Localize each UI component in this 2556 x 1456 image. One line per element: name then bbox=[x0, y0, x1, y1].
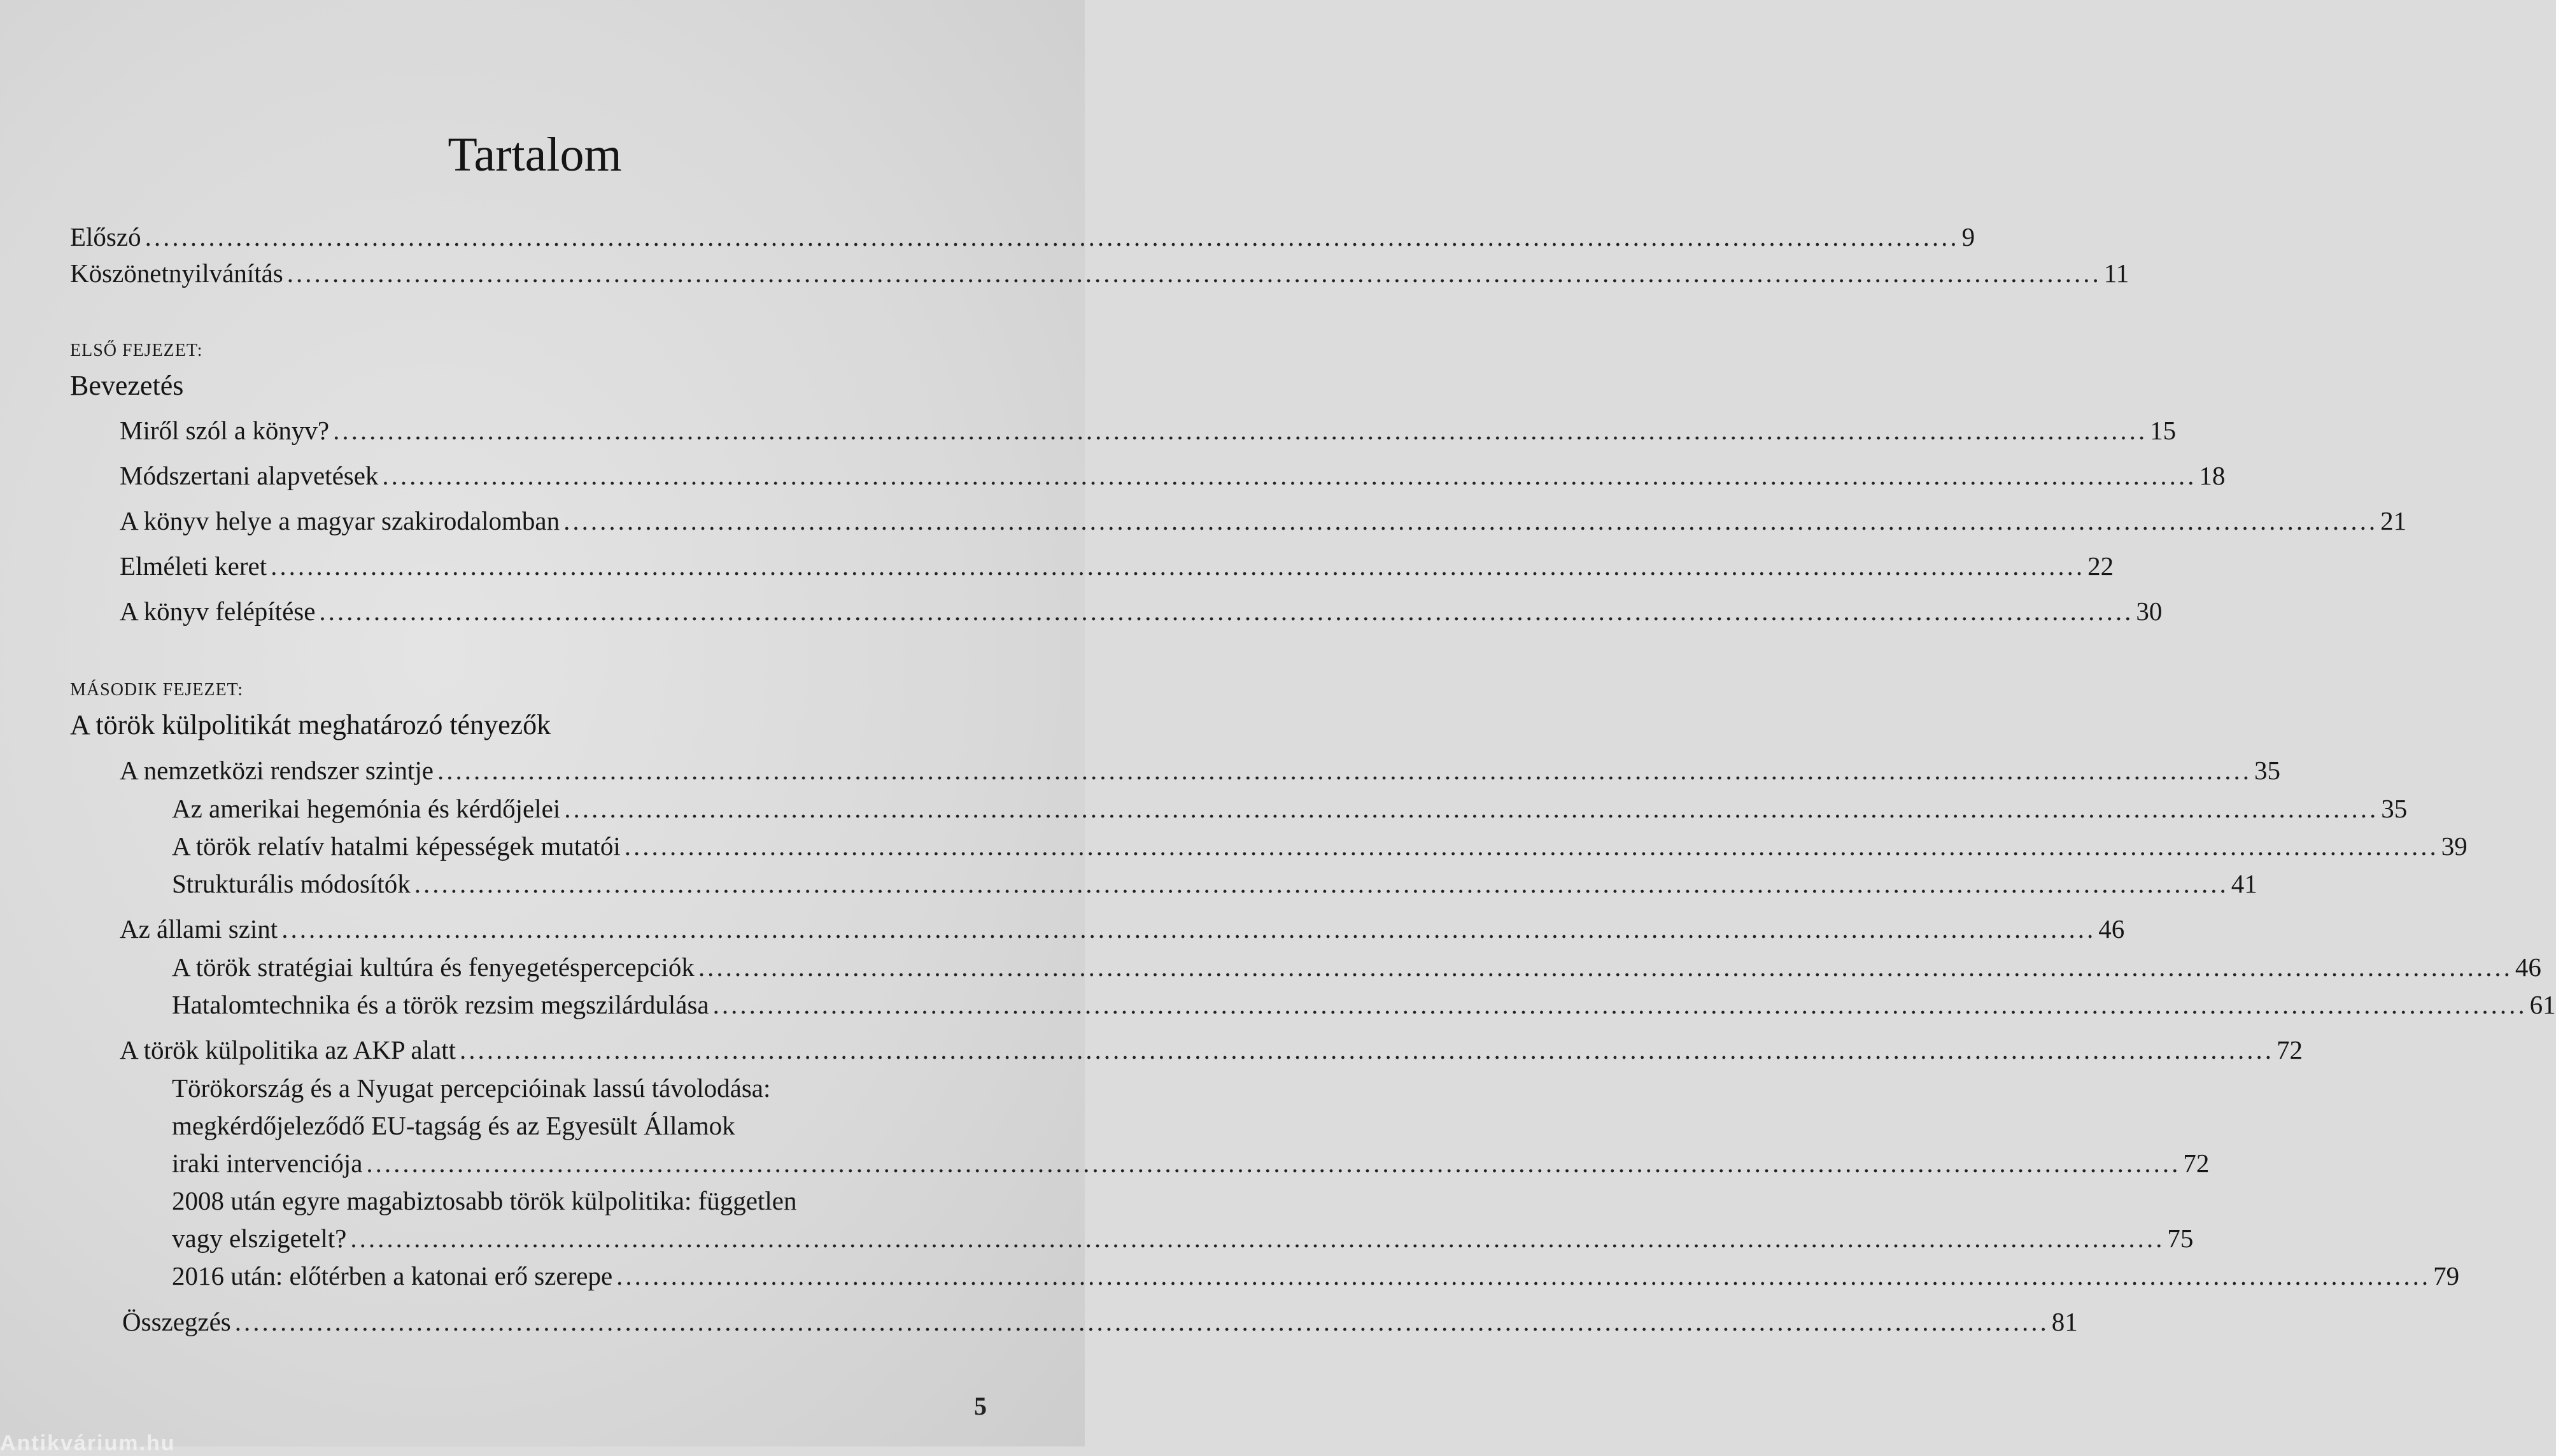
toc-page: 22 bbox=[2087, 551, 2114, 581]
leader-dots: ........................................................................................................................................................................................................ bbox=[281, 914, 2096, 944]
leader-dots: ........................................................................................................................................................................................................ bbox=[437, 756, 2252, 785]
toc-label: Miről szól a könyv? bbox=[120, 416, 330, 445]
toc-label: A nemzetközi rendszer szintje bbox=[120, 756, 434, 785]
toc-section bbox=[120, 914, 2125, 944]
leader-dots: ........................................................................................................................................................................................................ bbox=[319, 597, 2134, 626]
toc-label: Elméleti keret bbox=[120, 551, 267, 581]
toc-entry bbox=[120, 551, 2114, 581]
page-number: 5 bbox=[974, 1392, 987, 1420]
toc-label: Hatalomtechnika és a török rezsim megszilárdulása bbox=[172, 990, 709, 1019]
chapter-title: A török külpolitikát meghatározó tényezők bbox=[70, 709, 551, 740]
toc-section-summary bbox=[122, 1306, 2078, 1337]
toc-page: 39 bbox=[2441, 831, 2468, 861]
toc-page: 9 bbox=[1961, 222, 1975, 251]
leader-dots: ........................................................................................................................................................................................................ bbox=[286, 258, 2101, 288]
chapter-kicker: MÁSODIK FEJEZET: bbox=[70, 680, 244, 700]
watermark: Antikvárium.hu bbox=[0, 1431, 176, 1455]
toc-label: A könyv helye a magyar szakirodalomban bbox=[120, 506, 560, 535]
toc-page: 75 bbox=[2167, 1224, 2194, 1253]
toc-label: A török relatív hatalmi képességek mutatói bbox=[172, 831, 621, 861]
chapter-kicker: ELSŐ FEJEZET: bbox=[70, 341, 203, 360]
leader-dots: ........................................................................................................................................................................................................ bbox=[234, 1307, 2049, 1336]
toc-page: 11 bbox=[2103, 258, 2129, 288]
toc-page: 41 bbox=[2231, 869, 2257, 898]
toc-page: 18 bbox=[2199, 461, 2226, 490]
toc-page: 61 bbox=[2529, 990, 2556, 1019]
leader-dots: ........................................................................................................................................................................................................ bbox=[366, 1149, 2181, 1178]
toc-label: vagy elszigetelt? bbox=[172, 1224, 347, 1253]
toc-label: A török külpolitika az AKP alatt bbox=[120, 1035, 456, 1064]
toc-page: 81 bbox=[2051, 1307, 2078, 1336]
leader-dots: ........................................................................................................................................................................................................ bbox=[564, 794, 2379, 823]
leader-dots: ........................................................................................................................................................................................................ bbox=[271, 551, 2086, 581]
toc-page: 35 bbox=[2381, 794, 2408, 823]
toc-subentry bbox=[172, 1223, 2194, 1254]
leader-dots: ........................................................................................................................................................................................................ bbox=[333, 416, 2148, 445]
toc-label: iraki intervenciója bbox=[172, 1149, 363, 1178]
toc-label: Összegzés bbox=[122, 1307, 231, 1336]
toc-subentry bbox=[172, 952, 2541, 982]
toc-page: 35 bbox=[2254, 756, 2280, 785]
toc-section bbox=[120, 1035, 2303, 1065]
toc-subentry bbox=[172, 868, 2257, 899]
toc-page: 72 bbox=[2183, 1149, 2210, 1178]
toc-page: 72 bbox=[2277, 1035, 2303, 1064]
leader-dots: ........................................................................................................................................................................................................ bbox=[712, 990, 2527, 1019]
toc-entry bbox=[120, 596, 2163, 626]
toc-label: Az amerikai hegemónia és kérdőjelei bbox=[172, 794, 561, 823]
toc-entry bbox=[120, 415, 2177, 446]
toc-subentry-line: megkérdőjeleződő EU-tagság és az Egyesült Államok bbox=[172, 1111, 735, 1140]
leader-dots: ........................................................................................................................................................................................................ bbox=[414, 869, 2229, 898]
leader-dots: ........................................................................................................................................................................................................ bbox=[563, 506, 2378, 535]
toc-page: 30 bbox=[2136, 597, 2163, 626]
toc-entry-eloszo bbox=[70, 222, 1975, 252]
toc-label: Az állami szint bbox=[120, 914, 278, 944]
toc-subentry bbox=[172, 1148, 2210, 1178]
toc-label: A török stratégiai kultúra és fenyegetéspercepciók bbox=[172, 952, 695, 982]
toc-page: 79 bbox=[2433, 1261, 2460, 1290]
toc-entry-koszonet bbox=[70, 258, 2129, 288]
leader-dots: ........................................................................................................................................................................................................ bbox=[350, 1224, 2165, 1253]
toc-subentry bbox=[172, 989, 2556, 1020]
toc-subentry-line: 2008 után egyre magabiztosabb török külpolitika: független bbox=[172, 1186, 797, 1215]
leader-dots: ........................................................................................................................................................................................................ bbox=[460, 1035, 2274, 1064]
toc-entry bbox=[120, 460, 2226, 491]
toc-label: 2016 után: előtérben a katonai erő szerepe bbox=[172, 1261, 613, 1290]
leader-dots: ........................................................................................................................................................................................................ bbox=[145, 222, 1959, 251]
toc-label: Strukturális módosítók bbox=[172, 869, 411, 898]
toc-page: 21 bbox=[2380, 506, 2407, 535]
toc-page: 46 bbox=[2098, 914, 2125, 944]
toc-label: Előszó bbox=[70, 222, 141, 251]
page-title: Tartalom bbox=[448, 128, 622, 181]
toc-label: A könyv felépítése bbox=[120, 597, 316, 626]
toc-subentry bbox=[172, 831, 2468, 861]
toc-subentry-line: Törökország és a Nyugat percepcióinak lassú távolodása: bbox=[172, 1073, 771, 1103]
leader-dots: ........................................................................................................................................................................................................ bbox=[616, 1261, 2431, 1290]
leader-dots: ........................................................................................................................................................................................................ bbox=[624, 831, 2439, 861]
toc-page: 46 bbox=[2515, 952, 2541, 982]
toc-section bbox=[120, 755, 2280, 786]
toc-subentry bbox=[172, 1261, 2460, 1291]
toc-label: Köszönetnyilvánítás bbox=[70, 258, 283, 288]
toc-subentry bbox=[172, 793, 2408, 824]
toc-entry bbox=[120, 505, 2407, 536]
chapter-title: Bevezetés bbox=[70, 370, 184, 401]
toc-page: 15 bbox=[2150, 416, 2177, 445]
leader-dots: ........................................................................................................................................................................................................ bbox=[382, 461, 2197, 490]
leader-dots: ........................................................................................................................................................................................................ bbox=[698, 952, 2513, 982]
toc-label: Módszertani alapvetések bbox=[120, 461, 379, 490]
